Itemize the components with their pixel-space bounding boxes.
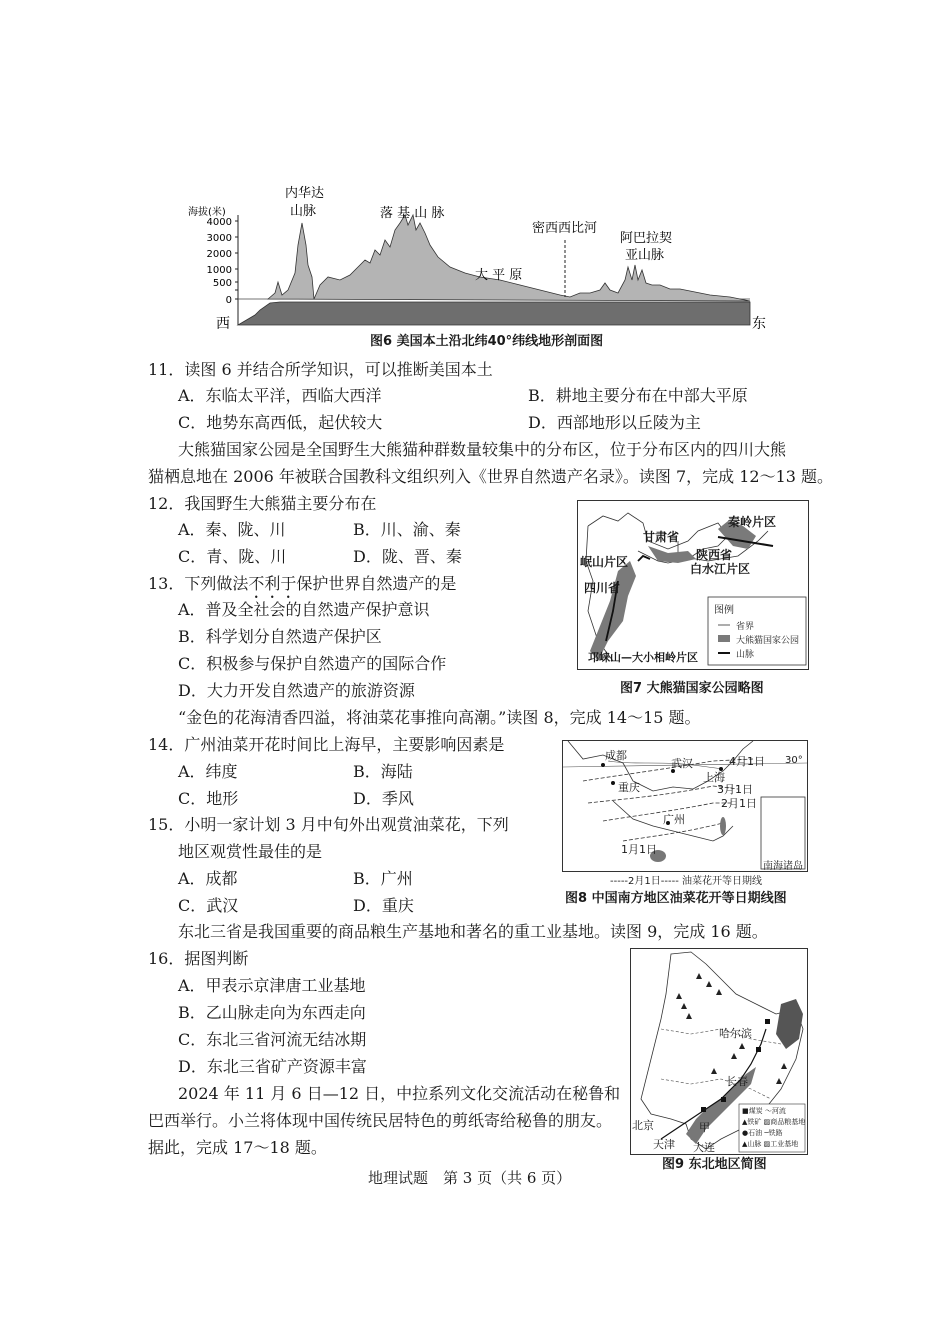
- q11-option-d[interactable]: D．西部地形以丘陵为主: [528, 413, 701, 432]
- fig7-minshan: 岷山片区: [580, 555, 629, 569]
- q12-option-a[interactable]: A．秦、陇、川: [178, 520, 286, 539]
- terrain-profile-chart: [180, 185, 780, 350]
- fig8-shanghai: 上海: [703, 771, 725, 784]
- fig8-mar1: 3月1日: [717, 783, 753, 796]
- fig7-qinling: 秦岭片区: [728, 515, 777, 529]
- q12-stem: 12．我国野生大熊猫主要分布在: [148, 494, 377, 513]
- intro-17-line2: 巴西举行。小兰将体现中国传统民居特色的剪纸寄给秘鲁的朋友。: [148, 1111, 613, 1130]
- q16-option-b[interactable]: B．乙山脉走向为东西走向: [178, 1003, 366, 1022]
- y-tick: 3000: [206, 233, 232, 244]
- figure-6: [180, 185, 780, 350]
- fig9-caption: 图9 东北地区简图: [662, 1157, 767, 1172]
- label-rocky: 落 基 山 脉: [380, 206, 445, 221]
- label-appalachian: 亚山脉: [625, 248, 665, 263]
- q11-option-b[interactable]: B．耕地主要分布在中部大平原: [528, 386, 748, 405]
- q13-stem-post: 保护世界自然遗产的是: [296, 574, 457, 593]
- fig9-legend-3: ●石油 ─铁路: [742, 1129, 783, 1137]
- fig9-changchun: 长春: [726, 1075, 748, 1088]
- figure-8-map: [562, 740, 808, 872]
- q15-option-c[interactable]: C．武汉: [178, 896, 239, 915]
- q12-option-d[interactable]: D．陇、晋、秦: [353, 547, 462, 566]
- label-nevada: 内华达: [285, 186, 325, 201]
- fig8-feb1: 2月1日: [721, 797, 757, 810]
- fig8-nanhai: 南海诸岛: [763, 861, 803, 872]
- fig7-shaanxi: 陕西省: [696, 548, 733, 562]
- fig7-legend-mtn: 山脉: [736, 650, 755, 660]
- label-appalachian: 阿巴拉契: [620, 231, 673, 246]
- q15-stem-line1: 15．小明一家计划 3 月中旬外出观赏油菜花，下列: [148, 815, 509, 834]
- fig8-guangzhou: 广州: [663, 813, 685, 826]
- fig7-gansu: 甘肃省: [643, 530, 680, 544]
- fig9-legend-2: ▲铁矿 ▨商品粮基地: [742, 1118, 806, 1126]
- q13-stem-emphasis: 不利于: [248, 574, 297, 593]
- y-tick: 2000: [206, 249, 232, 260]
- q12-option-b[interactable]: B．川、渝、秦: [353, 520, 461, 539]
- q13-option-b[interactable]: B．科学划分自然遗产保护区: [178, 627, 382, 646]
- fig8-lat30: 30°: [785, 755, 803, 766]
- terrain-fill: [268, 215, 750, 301]
- fig9-jia: 甲: [699, 1121, 710, 1134]
- fig7-legend-border: 省界: [736, 622, 755, 632]
- q15-option-a[interactable]: A．成都: [178, 869, 238, 888]
- y-tick: 0: [225, 295, 232, 306]
- q12-option-c[interactable]: C．青、陇、川: [178, 547, 287, 566]
- fig8-jan1: 1月1日: [621, 843, 657, 856]
- y-tick: 1000: [206, 265, 232, 276]
- q11-option-a[interactable]: A．东临太平洋，西临大西洋: [178, 386, 382, 405]
- q13-option-c[interactable]: C．积极参与保护自然遗产的国际合作: [178, 654, 447, 673]
- fig9-tianjin: 天津: [653, 1138, 675, 1151]
- fig7-legend-title: 图例: [714, 605, 734, 616]
- fig9-legend-4: ▲山脉 ▨工业基地: [742, 1140, 799, 1148]
- fig7-legend-park: 大熊猫国家公园: [736, 636, 800, 646]
- q14-option-d[interactable]: D．季风: [353, 789, 414, 808]
- q11-stem: 11．读图 6 并结合所学知识，可以推断美国本土: [148, 360, 493, 379]
- fig9-legend-1: ■煤炭 ～河流: [742, 1107, 786, 1115]
- fig9-beijing: 北京: [632, 1119, 654, 1132]
- fig8-chongqing: 重庆: [618, 781, 640, 794]
- q13-stem: [148, 574, 456, 602]
- q15-stem-line2: 地区观赏性最佳的是: [178, 842, 323, 861]
- figure-7-map: [577, 500, 809, 670]
- label-mississippi: 密西西比河: [532, 221, 598, 236]
- label-east: 东: [752, 316, 766, 332]
- q14-option-b[interactable]: B．海陆: [353, 762, 413, 781]
- fig7-sichuan: 四川省: [584, 581, 621, 595]
- q13-option-a[interactable]: A．普及全社会的自然遗产保护意识: [178, 600, 430, 619]
- label-plains: 大 平 原: [475, 268, 523, 283]
- y-tick: 500: [212, 278, 232, 289]
- q15-option-b[interactable]: B．广州: [353, 869, 413, 888]
- figure-9-map: [630, 948, 808, 1155]
- fig8-chengdu: 成都: [605, 749, 627, 762]
- q15-option-d[interactable]: D．重庆: [353, 896, 414, 915]
- q14-option-a[interactable]: A．纬度: [178, 762, 238, 781]
- q11-option-c[interactable]: C．地势东高西低，起伏较大: [178, 413, 383, 432]
- label-west: 西: [216, 316, 230, 332]
- q14-option-c[interactable]: C．地形: [178, 789, 239, 808]
- page-footer: 地理试题 第 3 页（共 6 页）: [368, 1169, 572, 1187]
- q13-stem-pre: 13．下列做法: [148, 574, 249, 593]
- intro-12-line1: 大熊猫国家公园是全国野生大熊猫种群数量较集中的分布区，位于分布区内的四川大熊: [178, 440, 787, 459]
- fig7-caption: 图7 大熊猫国家公园略图: [620, 681, 764, 696]
- q14-stem: 14．广州油菜开花时间比上海早，主要影响因素是: [148, 735, 505, 754]
- fig9-harbin: 哈尔滨: [719, 1027, 752, 1040]
- intro-12-line2: 猫栖息地在 2006 年被联合国教科文组织列入《世界自然遗产名录》。读图 7，完成 12～13 题。: [148, 467, 834, 486]
- fig9-dalian: 大连: [693, 1141, 715, 1154]
- intro-17-line1: 2024 年 11 月 6 日—12 日，中拉系列文化交流活动在秘鲁和: [178, 1084, 621, 1103]
- q16-option-d[interactable]: D．东北三省矿产资源丰富: [178, 1057, 367, 1076]
- intro-14: “金色的花海清香四溢，将油菜花事推向高潮。”读图 8，完成 14～15 题。: [178, 708, 701, 727]
- q16-option-c[interactable]: C．东北三省河流无结冰期: [178, 1030, 367, 1049]
- fig6-caption: 图6 美国本土沿北纬40°纬线地形剖面图: [370, 334, 604, 349]
- y-tick: 4000: [206, 217, 232, 228]
- fig8-apr1: 4月1日: [729, 755, 765, 768]
- intro-17-line3: 据此，完成 17～18 题。: [148, 1138, 327, 1157]
- intro-16: 东北三省是我国重要的商品粮生产基地和著名的重工业基地。读图 9，完成 16 题。: [178, 922, 768, 941]
- fig7-qionglai: 邛崃山—大小相岭片区: [588, 651, 698, 664]
- q16-stem: 16．据图判断: [148, 949, 249, 968]
- fig8-wuhan: 武汉: [671, 757, 693, 770]
- fig8-caption: 图8 中国南方地区油菜花开等日期线图: [565, 891, 787, 906]
- fig8-legend: -----2月1日----- 油菜花开等日期线: [610, 876, 762, 887]
- y-label: 海拔(米): [188, 207, 226, 218]
- fig7-baishui: 白水江片区: [690, 562, 751, 576]
- q16-option-a[interactable]: A．甲表示京津唐工业基地: [178, 976, 366, 995]
- q13-option-d[interactable]: D．大力开发自然遗产的旅游资源: [178, 681, 415, 700]
- label-nevada: 山脉: [290, 204, 317, 219]
